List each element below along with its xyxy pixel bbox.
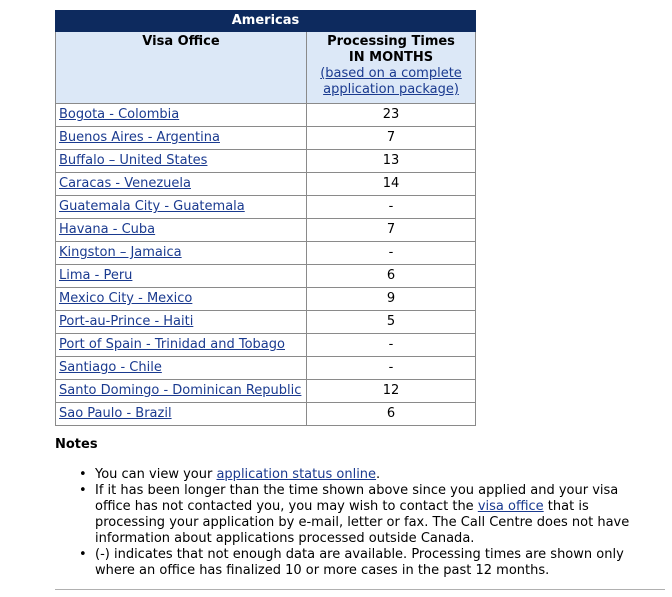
visa-office-column-header: Visa Office bbox=[56, 32, 307, 104]
office-cell bbox=[56, 403, 307, 426]
office-link[interactable]: Santiago - Chile bbox=[59, 360, 162, 375]
note-text: that is processing your application by e-mail, letter or fax. The Call Centre does not have information about applications processed outside Canada. bbox=[95, 499, 630, 546]
office-cell bbox=[56, 150, 307, 173]
table-row bbox=[56, 380, 476, 403]
notes-list bbox=[55, 467, 655, 579]
office-link[interactable]: Lima - Peru bbox=[59, 268, 133, 283]
office-link[interactable]: Guatemala City - Guatemala bbox=[59, 199, 245, 214]
table-row bbox=[56, 357, 476, 380]
office-cell bbox=[56, 265, 307, 288]
processing-times-column-header bbox=[307, 32, 476, 104]
table-row bbox=[56, 127, 476, 150]
processing-time-cell: - bbox=[307, 242, 476, 265]
office-cell bbox=[56, 242, 307, 265]
office-cell bbox=[56, 357, 307, 380]
office-link[interactable]: Caracas - Venezuela bbox=[59, 176, 191, 191]
office-link[interactable]: Mexico City - Mexico bbox=[59, 291, 193, 306]
table-row bbox=[56, 334, 476, 357]
office-cell bbox=[56, 127, 307, 150]
processing-time-cell: 7 bbox=[307, 127, 476, 150]
processing-times-table bbox=[55, 10, 476, 426]
region-header-row bbox=[56, 11, 476, 32]
table-row bbox=[56, 242, 476, 265]
processing-times-header-line1: Processing Times bbox=[327, 34, 455, 49]
office-link[interactable]: Port-au-Prince - Haiti bbox=[59, 314, 194, 329]
notes-heading: Notes bbox=[55, 437, 98, 452]
bullet-icon: • bbox=[79, 467, 87, 482]
processing-time-cell: 5 bbox=[307, 311, 476, 334]
bullet-icon: • bbox=[79, 483, 87, 498]
office-link[interactable]: Buffalo – United States bbox=[59, 153, 208, 168]
processing-time-cell: 12 bbox=[307, 380, 476, 403]
bottom-divider bbox=[55, 589, 665, 590]
complete-package-link[interactable]: (based on a complete application package) bbox=[320, 66, 462, 97]
visa-office-link[interactable]: visa office bbox=[477, 499, 544, 514]
application-status-link[interactable]: application status online bbox=[216, 467, 377, 482]
table-row bbox=[56, 196, 476, 219]
office-rows bbox=[56, 104, 476, 426]
table-row bbox=[56, 219, 476, 242]
processing-time-cell: 23 bbox=[307, 104, 476, 127]
note-text: (-) indicates that not enough data are available. Processing times are shown only where an office has finalized 10 or more cases in the past 12 months. bbox=[95, 547, 624, 578]
office-link[interactable]: Bogota - Colombia bbox=[59, 107, 180, 122]
note-text: You can view your bbox=[95, 467, 217, 482]
office-cell bbox=[56, 334, 307, 357]
office-cell bbox=[56, 196, 307, 219]
processing-time-cell: 7 bbox=[307, 219, 476, 242]
note-item-status bbox=[79, 467, 655, 483]
table-row bbox=[56, 403, 476, 426]
note-item-data bbox=[79, 547, 655, 579]
table-row bbox=[56, 173, 476, 196]
bullet-icon: • bbox=[79, 547, 87, 562]
processing-times-header-line2: IN MONTHS bbox=[348, 50, 434, 65]
table-row bbox=[56, 150, 476, 173]
office-link[interactable]: Port of Spain - Trinidad and Tobago bbox=[59, 337, 285, 352]
processing-time-cell: 14 bbox=[307, 173, 476, 196]
region-title: Americas bbox=[56, 11, 476, 32]
office-link[interactable]: Kingston – Jamaica bbox=[59, 245, 182, 260]
office-link[interactable]: Buenos Aires - Argentina bbox=[59, 130, 220, 145]
office-cell bbox=[56, 219, 307, 242]
column-header-row bbox=[56, 32, 476, 104]
office-link[interactable]: Havana - Cuba bbox=[59, 222, 156, 237]
note-text: . bbox=[376, 467, 381, 482]
office-cell bbox=[56, 380, 307, 403]
note-text: If it has been longer than the time shown above since you applied and your visa office has not contacted you, you may wish to contact the bbox=[95, 483, 619, 514]
notes-section bbox=[55, 437, 655, 579]
processing-time-cell: - bbox=[307, 334, 476, 357]
office-link[interactable]: Sao Paulo - Brazil bbox=[59, 406, 172, 421]
processing-time-cell: 6 bbox=[307, 265, 476, 288]
table-row bbox=[56, 265, 476, 288]
office-link[interactable]: Santo Domingo - Dominican Republic bbox=[59, 383, 302, 398]
office-cell bbox=[56, 288, 307, 311]
processing-time-cell: 13 bbox=[307, 150, 476, 173]
processing-time-cell: 6 bbox=[307, 403, 476, 426]
table-row bbox=[56, 311, 476, 334]
note-item-contact bbox=[79, 483, 655, 547]
office-cell bbox=[56, 104, 307, 127]
table-row bbox=[56, 104, 476, 127]
processing-time-cell: 9 bbox=[307, 288, 476, 311]
processing-time-cell: - bbox=[307, 357, 476, 380]
office-cell bbox=[56, 311, 307, 334]
table-row bbox=[56, 288, 476, 311]
processing-time-cell: - bbox=[307, 196, 476, 219]
office-cell bbox=[56, 173, 307, 196]
